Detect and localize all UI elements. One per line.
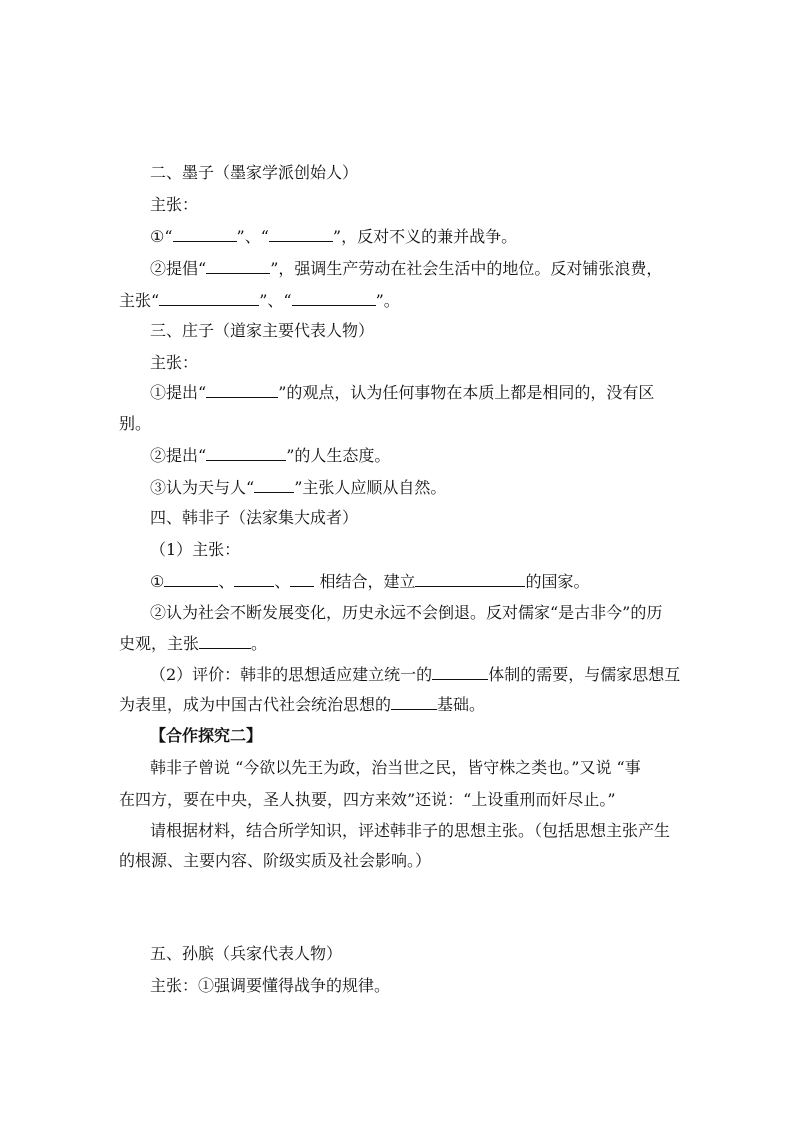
cooperation-heading: 【合作探究二】 — [150, 726, 263, 745]
mozi-point-2-cont: 主张“ ”、“ ”。 — [119, 291, 400, 310]
zhuangzi-point-1-cont: 别。 — [119, 414, 152, 433]
mozi-point-2: ②提倡“ ”，强调生产劳动在社会生活中的地位。反对铺张浪费， — [150, 259, 663, 278]
fill-blank[interactable] — [254, 478, 294, 493]
section-heading-mozi: 二、墨子（墨家学派创始人） — [150, 163, 359, 182]
fill-blank[interactable] — [432, 665, 488, 680]
hanfeizi-point-1: ① 、 、 相结合，建立 的国家。 — [150, 572, 590, 591]
section-heading-zhuangzi: 三、庄子（道家主要代表人物） — [150, 321, 375, 340]
fill-blank[interactable] — [206, 259, 270, 274]
hanfeizi-point-2: ②认为社会不断发展变化，历史永远不会倒退。反对儒家“是古非今”的历 — [150, 603, 663, 622]
section-heading-hanfeizi: 四、韩非子（法家集大成者） — [150, 508, 359, 527]
fill-blank[interactable] — [159, 291, 259, 306]
fill-blank[interactable] — [292, 291, 376, 306]
fill-blank[interactable] — [391, 695, 437, 710]
fill-blank[interactable] — [269, 227, 333, 242]
claim-label: 主张： — [150, 353, 199, 372]
zhuangzi-point-1: ①提出“ ”的观点，认为任何事物在本质上都是相同的，没有区 — [150, 383, 655, 402]
sunbin-claim: 主张：①强调要懂得战争的规律。 — [150, 976, 391, 995]
zhuangzi-point-3: ③认为天与人“ ”主张人应顺从自然。 — [150, 478, 447, 497]
fill-blank[interactable] — [199, 634, 251, 649]
question-text-cont: 的根源、主要内容、阶级实质及社会影响。） — [119, 851, 432, 870]
claim-label: 主张： — [150, 195, 199, 214]
hanfeizi-point-2-cont: 史观，主张 。 — [119, 634, 268, 653]
fill-blank[interactable] — [206, 383, 278, 398]
question-text: 请根据材料，结合所学知识，评述韩非子的思想主张。（包括思想主张产生 — [150, 821, 671, 840]
claim-label: （1）主张： — [150, 540, 241, 559]
fill-blank[interactable] — [206, 446, 286, 461]
fill-blank[interactable] — [173, 227, 237, 242]
material-text: 韩非子曾说 “今欲以先王为政，治当世之民，皆守株之类也。”又说 “事 — [150, 758, 641, 777]
zhuangzi-point-2: ②提出“ ”的人生态度。 — [150, 446, 391, 465]
fill-blank[interactable] — [290, 572, 314, 587]
material-text-cont: 在四方，要在中央，圣人执要，四方来效”还说：“上设重刑而奸尽止。” — [119, 790, 616, 809]
hanfeizi-evaluation: （2）评价：韩非的思想适应建立统一的 体制的需要，与儒家思想互 — [150, 665, 681, 684]
fill-blank[interactable] — [164, 572, 218, 587]
mozi-point-1: ①“ ”、“ ”，反对不义的兼并战争。 — [150, 227, 518, 246]
section-heading-sunbin: 五、孙膑（兵家代表人物） — [150, 944, 343, 963]
hanfeizi-evaluation-cont: 为表里，成为中国古代社会统治思想的 基础。 — [119, 695, 486, 714]
fill-blank[interactable] — [415, 572, 525, 587]
fill-blank[interactable] — [234, 572, 274, 587]
